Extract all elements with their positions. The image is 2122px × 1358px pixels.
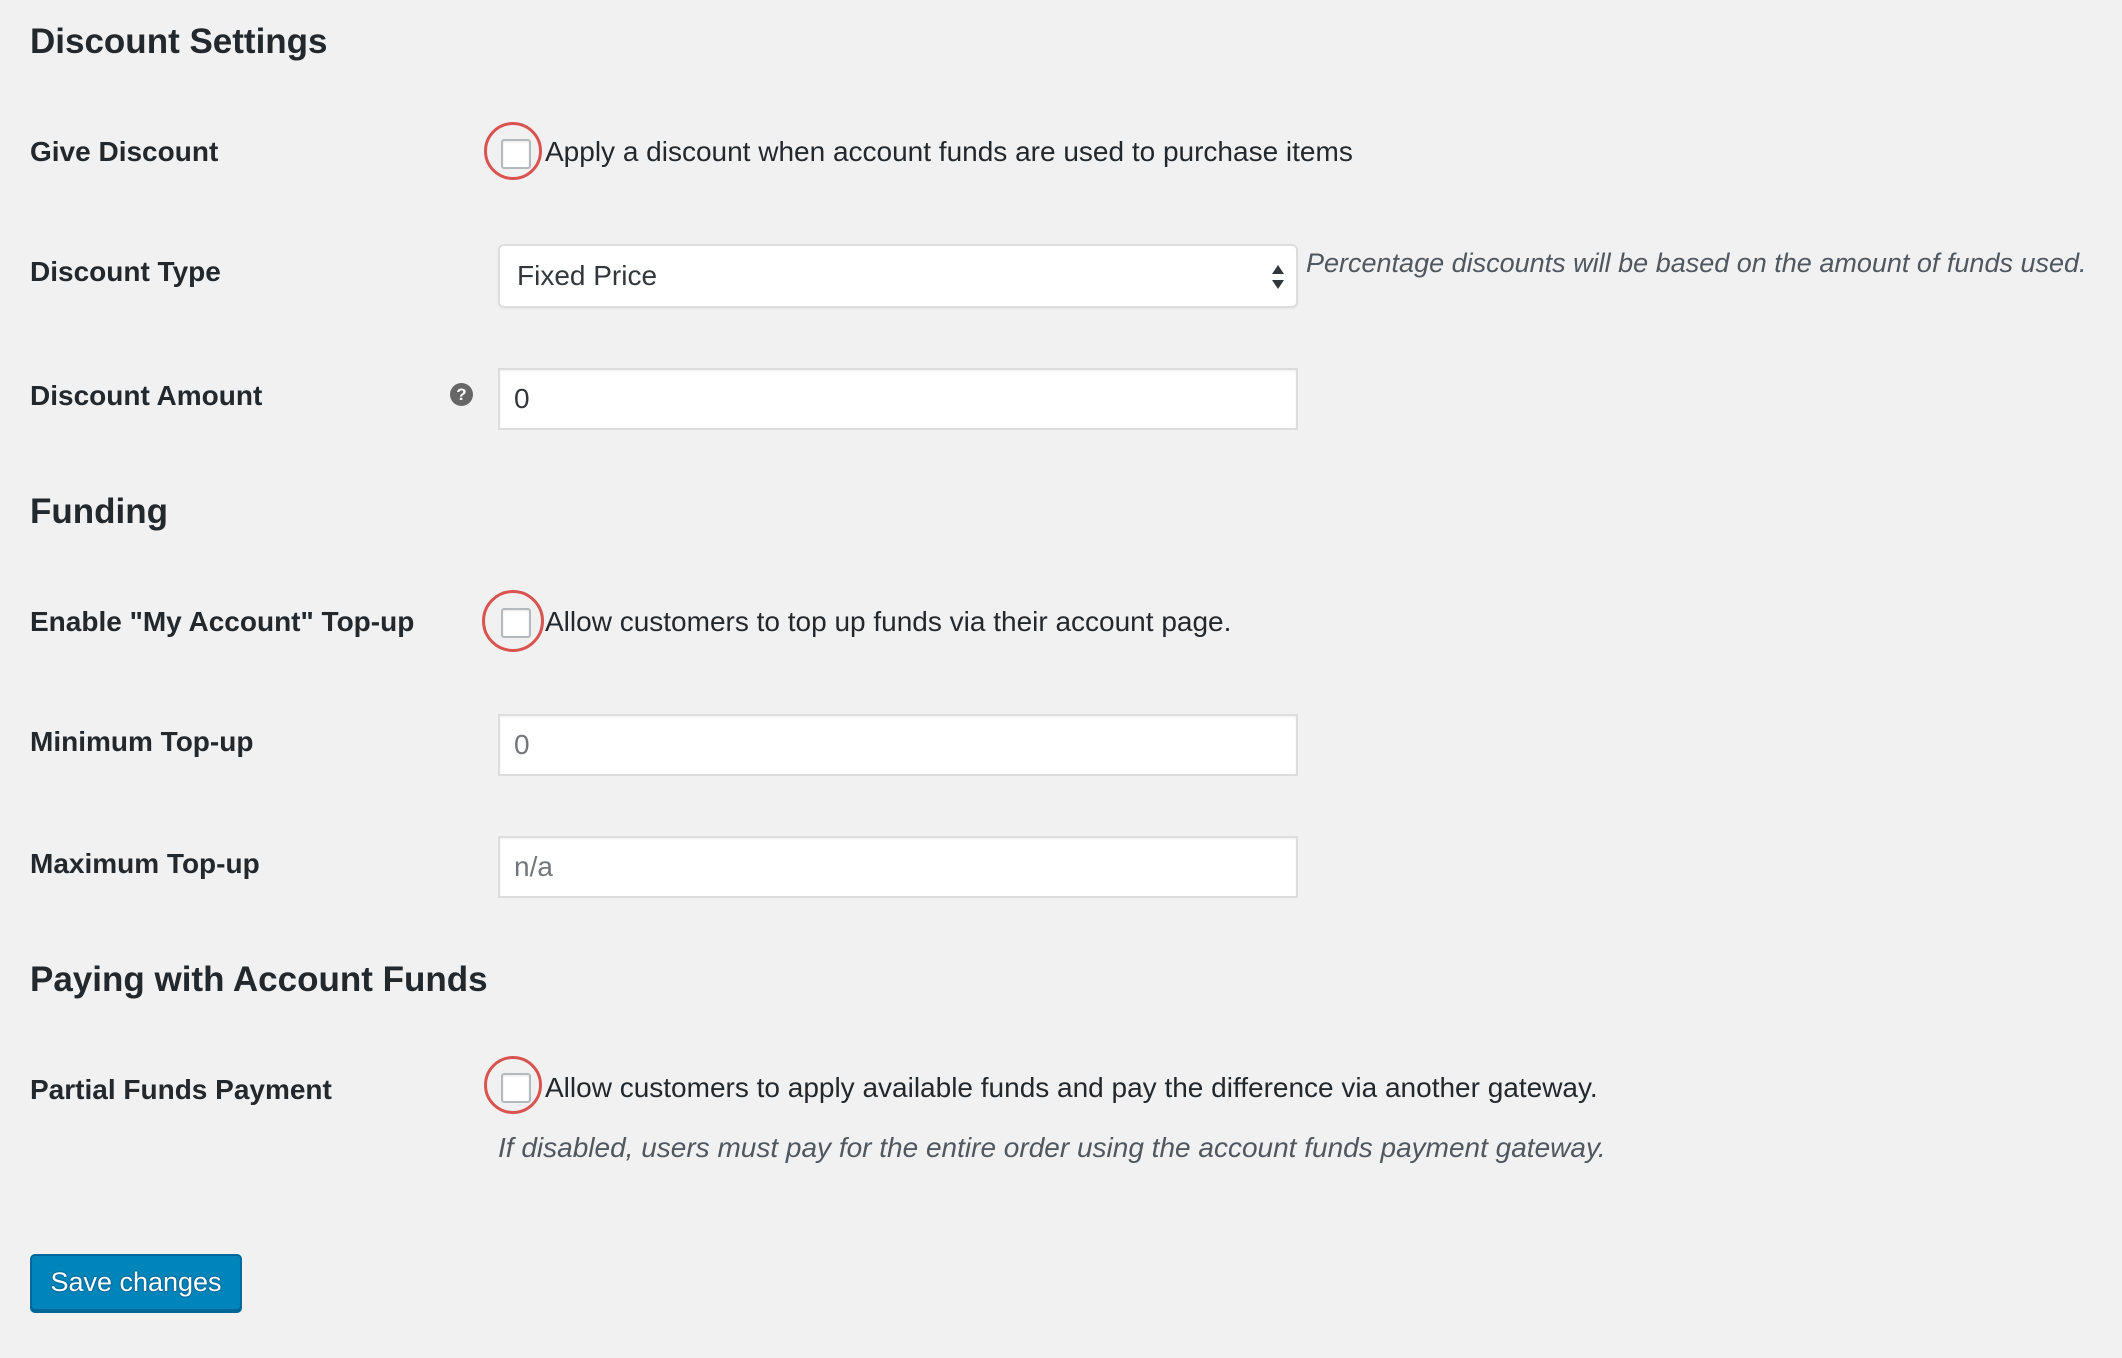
enable-topup-description: Allow customers to top up funds via their account page.	[545, 606, 1232, 637]
give-discount-highlight	[484, 122, 542, 180]
enable-topup-highlight	[482, 590, 544, 652]
discount-type-selected-value: Fixed Price	[517, 260, 658, 291]
select-arrows-icon	[1270, 262, 1286, 292]
partial-payment-highlight	[484, 1056, 542, 1114]
partial-payment-note: If disabled, users must pay for the entire order using the account funds payment gateway.	[498, 1132, 1606, 1163]
discount-type-select[interactable]	[498, 244, 1298, 308]
question-icon[interactable]: ?	[450, 383, 473, 406]
partial-payment-label: Partial Funds Payment	[30, 1074, 332, 1105]
give-discount-description: Apply a discount when account funds are used to purchase items	[545, 136, 1353, 167]
minimum-topup-label: Minimum Top-up	[30, 726, 254, 757]
save-changes-button[interactable]: Save changes	[30, 1254, 242, 1311]
discount-settings-heading: Discount Settings	[30, 22, 328, 61]
give-discount-checkbox[interactable]	[501, 139, 531, 169]
enable-topup-checkbox[interactable]	[501, 608, 531, 638]
discount-type-label: Discount Type	[30, 256, 221, 287]
minimum-topup-input[interactable]: 0	[498, 714, 1298, 776]
partial-payment-description: Allow customers to apply available funds and pay the difference via another gateway.	[545, 1072, 1598, 1103]
discount-type-description: Percentage discounts will be based on the amount of funds used.	[1306, 248, 2087, 278]
maximum-topup-input[interactable]: n/a	[498, 836, 1298, 898]
funding-heading: Funding	[30, 492, 169, 531]
give-discount-label: Give Discount	[30, 136, 219, 167]
maximum-topup-label: Maximum Top-up	[30, 848, 260, 879]
discount-amount-input[interactable]: 0	[498, 368, 1298, 430]
enable-topup-label: Enable "My Account" Top-up	[30, 606, 415, 637]
paying-with-funds-heading: Paying with Account Funds	[30, 960, 488, 999]
partial-payment-checkbox[interactable]	[501, 1073, 531, 1103]
discount-amount-label: Discount Amount	[30, 380, 263, 411]
